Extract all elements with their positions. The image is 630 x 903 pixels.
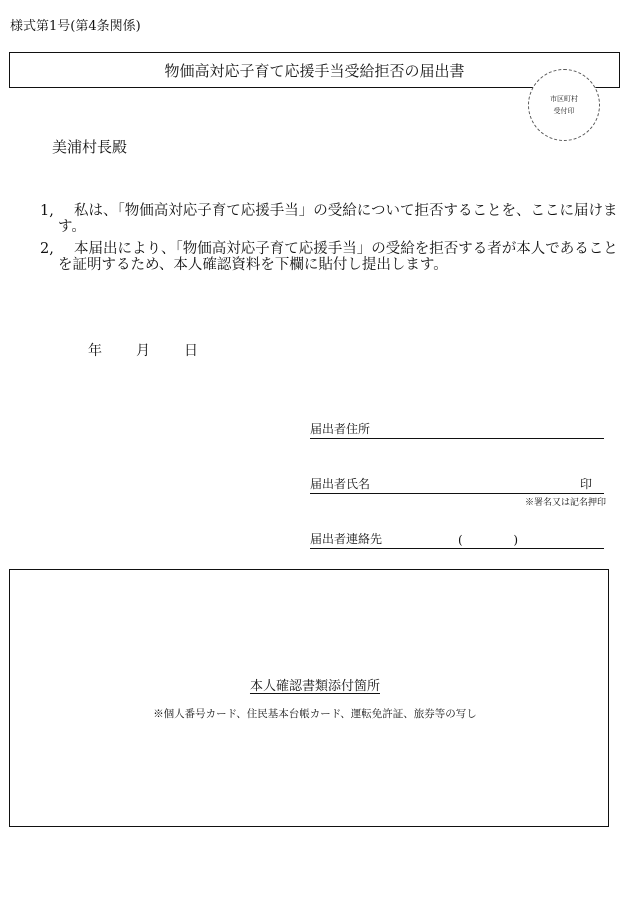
- applicant-contact-label: 届出者連絡先: [310, 532, 383, 546]
- signature-note: ※署名又は記名押印: [524, 498, 606, 508]
- paren-open: (: [458, 533, 463, 547]
- item-text: 本届出により、「物価高対応子育て応援手当」の受給を拒否する者が本人であることを証明するため、本人確認資料を下欄に貼付し提出します。: [58, 241, 618, 273]
- addressee: 美浦村長殿: [52, 138, 128, 156]
- id-document-attachment-box: [9, 569, 609, 827]
- id-attachment-title: 本人確認書類添付箇所: [249, 679, 380, 694]
- item-text: 私は、「物価高対応子育て応援手当」の受給について拒否することを、ここに届けます。: [58, 203, 618, 235]
- item-number: 2,: [40, 241, 54, 257]
- date-line: [88, 340, 198, 360]
- reception-stamp-area: [528, 69, 600, 141]
- stamp-label-line1: 市区町村: [550, 95, 578, 103]
- document-title-box: [9, 52, 620, 88]
- seal-mark: 印: [579, 477, 592, 491]
- applicant-name-label: 届出者氏名: [310, 477, 371, 491]
- date-year-label: 年: [88, 343, 102, 359]
- applicant-contact-field[interactable]: [310, 532, 604, 549]
- document-title: 物価高対応子育て応援手当受給拒否の届出書: [164, 61, 465, 80]
- id-attachment-note: ※個人番号カード、住民基本台帳カード、運転免許証、旅券等の写し: [153, 708, 477, 720]
- item-number: 1,: [40, 203, 54, 219]
- form-number: 様式第1号(第4条関係): [10, 19, 141, 34]
- area-code-parentheses: [458, 533, 518, 547]
- applicant-address-field[interactable]: [310, 422, 604, 439]
- date-month-label: 月: [136, 343, 150, 359]
- stamp-label-line2: 受付印: [553, 107, 575, 115]
- applicant-name-field[interactable]: [310, 477, 604, 494]
- paren-close: ): [513, 533, 518, 547]
- date-day-label: 日: [184, 343, 198, 359]
- applicant-address-label: 届出者住所: [310, 422, 371, 436]
